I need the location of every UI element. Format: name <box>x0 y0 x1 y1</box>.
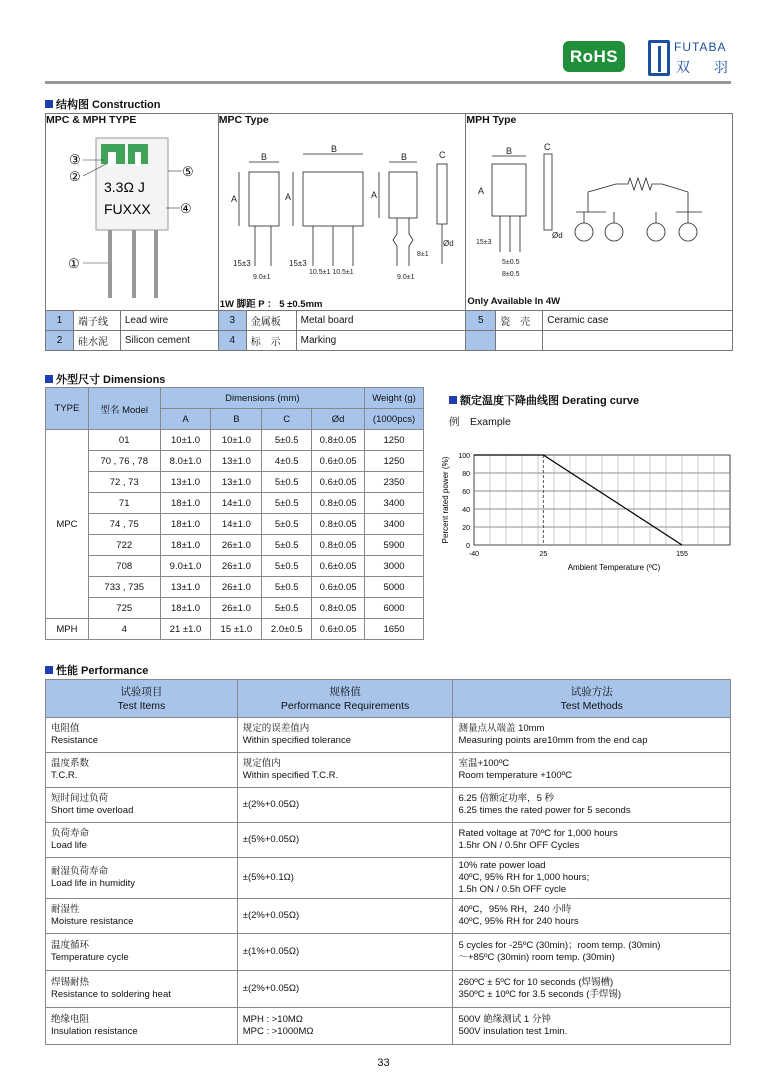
svg-text:Ød: Ød <box>552 231 564 240</box>
table-cell: 18±1.0 <box>160 493 211 514</box>
performance-row <box>46 718 731 753</box>
table-cell: 5±0.5 <box>262 430 312 451</box>
table-cell: Load life in humidity <box>51 878 135 889</box>
parts-row-1 <box>46 311 733 331</box>
performance-row <box>46 858 731 899</box>
table-cell: 5 cycles for -25ºC (30min)；room temp. (30min) <box>458 940 661 951</box>
table-cell: 3400 <box>365 514 424 535</box>
brand-name-cn: 双 羽 <box>676 59 738 75</box>
table-cell: Within specified tolerance <box>242 735 351 746</box>
table-cell: 短时间过负荷 <box>51 793 109 804</box>
table-cell: 15 ±1.0 <box>211 619 262 640</box>
table-cell: 13±1.0 <box>211 472 262 493</box>
table-cell: 0.8±0.05 <box>312 493 365 514</box>
mph-dimension-drawing <box>466 134 732 294</box>
y-tick-label: 40 <box>462 507 470 514</box>
h-requirements <box>237 680 453 718</box>
performance-row <box>46 971 731 1008</box>
svg-text:A: A <box>230 194 237 204</box>
svg-text:15±3: 15±3 <box>476 239 492 246</box>
performance-title <box>45 662 148 678</box>
table-cell: 绝缘电阻 <box>51 1014 90 1025</box>
col3-title: MPH Type <box>466 114 517 126</box>
table-cell: 1.5hr ON / 0.5hr OFF Cycles <box>458 840 580 851</box>
table-cell: 6000 <box>365 598 424 619</box>
h-dims: Dimensions (mm) <box>160 388 365 409</box>
table-cell: 0.6±0.05 <box>312 451 365 472</box>
x-tick-label: 25 <box>539 551 548 558</box>
table-cell: 722 <box>88 535 160 556</box>
y-tick-label: 20 <box>462 525 470 532</box>
dimensions-table <box>45 387 424 640</box>
callout-3: ③ <box>69 152 81 167</box>
derating-example: 例 Example <box>449 416 511 428</box>
table-cell: 2 <box>46 331 74 351</box>
dim-row <box>46 451 424 472</box>
table-cell: Test Items <box>117 699 166 712</box>
table-cell: ±(2%+0.05Ω) <box>242 799 300 810</box>
construction-cell-both <box>46 114 219 311</box>
table-cell: 瓷 壳 <box>496 311 543 331</box>
table-cell: 1250 <box>365 430 424 451</box>
table-cell: ±(1%+0.05Ω) <box>242 946 300 957</box>
dim-row <box>46 472 424 493</box>
table-cell: Room temperature +100ºC <box>458 770 573 781</box>
table-cell: 14±1.0 <box>211 514 262 535</box>
performance-row <box>46 899 731 934</box>
table-cell: 14±1.0 <box>211 493 262 514</box>
table-cell: 3 <box>218 311 246 331</box>
table-cell: 5±0.5 <box>262 472 312 493</box>
table-cell: ±(5%+0.1Ω) <box>242 872 294 883</box>
table-cell: 5±0.5 <box>262 535 312 556</box>
callout-2: ② <box>69 169 81 184</box>
dim-row <box>46 514 424 535</box>
table-cell: 规定的误差值内 <box>242 723 310 734</box>
table-cell: 13±1.0 <box>160 472 211 493</box>
svg-text:B: B <box>260 152 267 162</box>
table-cell: Temperature cycle <box>51 952 129 963</box>
table-cell: Measuring points are10mm from the end cap <box>458 735 648 746</box>
page-number: 33 <box>377 1057 390 1069</box>
dim-row <box>46 598 424 619</box>
h-model: 型名 Model <box>88 388 160 430</box>
svg-text:A: A <box>478 186 485 196</box>
table-cell: 1 <box>46 311 74 331</box>
table-cell: 40ºC，95% RH，240 小時 <box>458 904 572 915</box>
table-cell: 4 <box>88 619 160 640</box>
table-cell: ±(2%+0.05Ω) <box>242 983 300 994</box>
performance-row <box>46 823 731 858</box>
table-cell: 负荷寿命 <box>51 828 90 839</box>
header-divider <box>45 81 731 84</box>
table-cell: 温度循环 <box>51 940 90 951</box>
callout-1: ① <box>68 256 80 271</box>
table-cell: 端子线 <box>73 311 120 331</box>
table-cell: 电阻值 <box>51 723 80 734</box>
table-cell: 26±1.0 <box>211 535 262 556</box>
table-cell: 焊锡耐热 <box>51 977 90 988</box>
svg-text:15±3: 15±3 <box>288 259 307 268</box>
table-cell: Ød <box>312 409 365 430</box>
table-cell: 2.0±0.5 <box>262 619 312 640</box>
table-cell: 21 ±1.0 <box>160 619 211 640</box>
table-cell: (1000pcs) <box>365 409 424 430</box>
table-cell: 18±1.0 <box>160 535 211 556</box>
h-test-items <box>46 680 238 718</box>
table-cell: 3400 <box>365 493 424 514</box>
table-cell: 3000 <box>365 556 424 577</box>
y-tick-label: 80 <box>462 471 470 478</box>
table-cell: 8.0±1.0 <box>160 451 211 472</box>
table-cell: Rated voltage at 70ºC for 1,000 hours <box>458 828 618 839</box>
table-cell: Metal board <box>296 311 466 331</box>
table-cell: 0.8±0.05 <box>312 430 365 451</box>
table-cell: 结构图 Construction <box>56 99 161 111</box>
table-cell: Ceramic case <box>543 311 733 331</box>
y-tick-label: 100 <box>458 453 470 460</box>
table-cell: 18±1.0 <box>160 514 211 535</box>
table-cell: 26±1.0 <box>211 556 262 577</box>
y-tick-label: 60 <box>462 489 470 496</box>
table-cell: 26±1.0 <box>211 598 262 619</box>
table-cell: Weight (g) <box>372 392 416 404</box>
table-cell: 5±0.5 <box>262 598 312 619</box>
table-cell: Load life <box>51 840 87 851</box>
table-cell: Silicon cement <box>120 331 218 351</box>
table-cell: MPH : >10MΩ <box>242 1014 303 1025</box>
derating-chart <box>440 445 740 580</box>
table-cell: 4±0.5 <box>262 451 312 472</box>
table-cell: Within specified T.C.R. <box>242 770 339 781</box>
table-cell: 1.5h ON / 0.5h OFF cycle <box>458 884 567 895</box>
table-cell: B <box>211 409 262 430</box>
svg-text:Ød: Ød <box>442 239 454 248</box>
dimensions-title <box>45 371 165 387</box>
table-cell: 13±1.0 <box>160 577 211 598</box>
table-cell: Resistance <box>51 735 98 746</box>
mph-note: Only Available In 4W <box>467 296 561 307</box>
futaba-mark-icon <box>648 40 670 76</box>
table-cell: 18±1.0 <box>160 598 211 619</box>
table-cell: 350ºC ± 10ºC for 3.5 seconds (手焊锡) <box>458 989 622 1000</box>
construction-cell-mph <box>466 114 733 311</box>
table-cell: Marking <box>296 331 466 351</box>
table-cell: A <box>160 409 211 430</box>
table-cell: Lead wire <box>120 311 218 331</box>
table-cell: 40ºC, 95% RH for 240 hours <box>458 916 579 927</box>
table-cell: 5900 <box>365 535 424 556</box>
svg-text:9.0±1: 9.0±1 <box>396 274 415 281</box>
table-cell: T.C.R. <box>51 770 78 781</box>
svg-text:9.0±1: 9.0±1 <box>252 274 271 281</box>
table-cell: Performance Requirements <box>280 699 410 712</box>
table-cell: 耐湿负荷寿命 <box>51 866 109 877</box>
callout-5: ⑤ <box>182 164 194 179</box>
table-cell: C <box>262 409 312 430</box>
dim-row <box>46 535 424 556</box>
svg-text:A: A <box>284 192 291 202</box>
x-tick-label: 155 <box>676 551 688 558</box>
dim-row <box>46 577 424 598</box>
table-cell: 5±0.5 <box>262 493 312 514</box>
callout-4: ④ <box>180 201 192 216</box>
h-weight <box>365 388 424 409</box>
table-cell: 6.25 times the rated power for 5 seconds <box>458 805 631 816</box>
y-axis-label: Percent rated power (%) <box>441 456 450 544</box>
table-cell: 500V insulation test 1min. <box>458 1026 568 1037</box>
performance-row <box>46 788 731 823</box>
table-cell: 10% rate power load <box>458 860 546 871</box>
futaba-logo <box>648 38 738 78</box>
svg-text:B: B <box>330 144 337 154</box>
dim-row-mph <box>46 619 424 640</box>
table-cell: 规格值 <box>329 685 361 698</box>
table-cell: Short time overload <box>51 805 134 816</box>
svg-text:B: B <box>506 146 513 156</box>
table-cell: 1650 <box>365 619 424 640</box>
table-cell: 1250 <box>365 451 424 472</box>
table-cell: 5 <box>466 311 496 331</box>
table-cell: 0.8±0.05 <box>312 535 365 556</box>
derating-title <box>449 392 639 408</box>
table-cell: 74 , 75 <box>88 514 160 535</box>
dim-row <box>46 430 424 451</box>
table-cell: 硅水泥 <box>73 331 120 351</box>
table-cell: 72 , 73 <box>88 472 160 493</box>
performance-row <box>46 753 731 788</box>
table-cell: 500V 絶缘测试 1 分钟 <box>458 1014 551 1025</box>
table-cell: 40ºC, 95% RH for 1,000 hours; <box>458 872 590 883</box>
table-cell: 规定值内 <box>242 758 281 769</box>
y-tick-label: 0 <box>466 543 470 550</box>
h-type: TYPE <box>46 388 89 430</box>
svg-text:B: B <box>400 152 407 162</box>
svg-text:A: A <box>370 190 377 200</box>
table-cell: 室温+100ºC <box>458 758 510 769</box>
table-cell: 0.8±0.05 <box>312 514 365 535</box>
table-cell: 5±0.5 <box>262 577 312 598</box>
x-tick-label: -40 <box>468 551 480 558</box>
svg-text:15±3: 15±3 <box>232 259 251 268</box>
table-cell: 2350 <box>365 472 424 493</box>
table-cell: 试验方法 <box>570 685 613 698</box>
table-cell: 13±1.0 <box>211 451 262 472</box>
table-cell: 性能 Performance <box>56 665 149 677</box>
col1-title: MPC & MPH TYPE <box>46 114 137 126</box>
table-cell: MPH <box>46 619 89 640</box>
table-cell: ±(5%+0.05Ω) <box>242 834 300 845</box>
table-cell: 温度系数 <box>51 758 90 769</box>
svg-text:10.5±1 10.5±1: 10.5±1 10.5±1 <box>308 269 354 276</box>
performance-row <box>46 934 731 971</box>
table-cell: 9.0±1.0 <box>160 556 211 577</box>
table-cell: 733 , 735 <box>88 577 160 598</box>
table-cell: 0.6±0.05 <box>312 619 365 640</box>
table-cell: Resistance to soldering heat <box>51 989 171 1000</box>
parts-row-2 <box>46 331 733 351</box>
table-cell: 70 , 76 , 78 <box>88 451 160 472</box>
table-cell: Moisture resistance <box>51 916 134 927</box>
table-cell: 0.8±0.05 <box>312 598 365 619</box>
table-cell: 10±1.0 <box>211 430 262 451</box>
derating-line <box>474 455 682 545</box>
table-cell: 10±1.0 <box>160 430 211 451</box>
construction-table <box>45 113 733 351</box>
part-value-label: 3.3Ω J <box>104 179 145 195</box>
table-cell: 4 <box>218 331 246 351</box>
svg-text:C: C <box>438 150 446 160</box>
table-cell: 01 <box>88 430 160 451</box>
table-cell: Insulation resistance <box>51 1026 138 1037</box>
type-mpc: MPC <box>46 430 89 619</box>
table-cell: 26±1.0 <box>211 577 262 598</box>
table-cell: 标 示 <box>246 331 296 351</box>
construction-cell-mpc <box>218 114 466 311</box>
performance-table <box>45 679 731 1045</box>
table-cell: 耐湿性 <box>51 904 80 915</box>
table-cell: 0.6±0.05 <box>312 472 365 493</box>
svg-text:8±0.5: 8±0.5 <box>502 271 520 278</box>
resistor-drawing <box>46 130 218 310</box>
table-cell: ～+85ºC (30min) room temp. (30min) <box>458 952 615 963</box>
part-code-label: FUXXX <box>104 201 151 217</box>
brand-name: FUTABA <box>674 40 727 54</box>
table-cell: 6.25 倍额定功率，5 秒 <box>458 793 554 804</box>
dim-row <box>46 556 424 577</box>
table-cell: ±(2%+0.05Ω) <box>242 910 300 921</box>
svg-text:C: C <box>544 142 551 152</box>
table-cell: Test Methods <box>560 699 623 712</box>
x-axis-label: Ambient Temperature (ºC) <box>567 563 661 572</box>
col2-title: MPC Type <box>218 114 269 126</box>
dim-row <box>46 493 424 514</box>
performance-row <box>46 1008 731 1045</box>
table-cell: MPC : >1000MΩ <box>242 1026 314 1037</box>
table-cell: 试验项目 <box>120 685 163 698</box>
h-test-methods <box>453 680 731 718</box>
table-cell: 708 <box>88 556 160 577</box>
svg-text:5±0.5: 5±0.5 <box>502 259 520 266</box>
table-cell: 0.6±0.05 <box>312 556 365 577</box>
table-cell: 外型尺寸 Dimensions <box>56 374 166 386</box>
table-cell: 0.6±0.05 <box>312 577 365 598</box>
table-cell: 金属板 <box>246 311 296 331</box>
table-cell: 测量点从端盖 10mm <box>458 723 545 734</box>
mpc-note: 1W 脚距 P ： 5 ±0.5mm <box>219 299 323 310</box>
table-cell: 5±0.5 <box>262 514 312 535</box>
table-cell: 725 <box>88 598 160 619</box>
rohs-logo: RoHS <box>563 41 625 72</box>
mpc-dimension-drawing <box>219 134 467 294</box>
table-cell: 260ºC ± 5ºC for 10 seconds (焊锡槽) <box>458 977 614 988</box>
construction-title <box>45 96 161 112</box>
table-cell: 71 <box>88 493 160 514</box>
table-cell: 5000 <box>365 577 424 598</box>
table-cell: 5±0.5 <box>262 556 312 577</box>
table-cell: 额定温度下降曲线图 Derating curve <box>460 395 640 407</box>
svg-text:8±1: 8±1 <box>416 251 429 258</box>
